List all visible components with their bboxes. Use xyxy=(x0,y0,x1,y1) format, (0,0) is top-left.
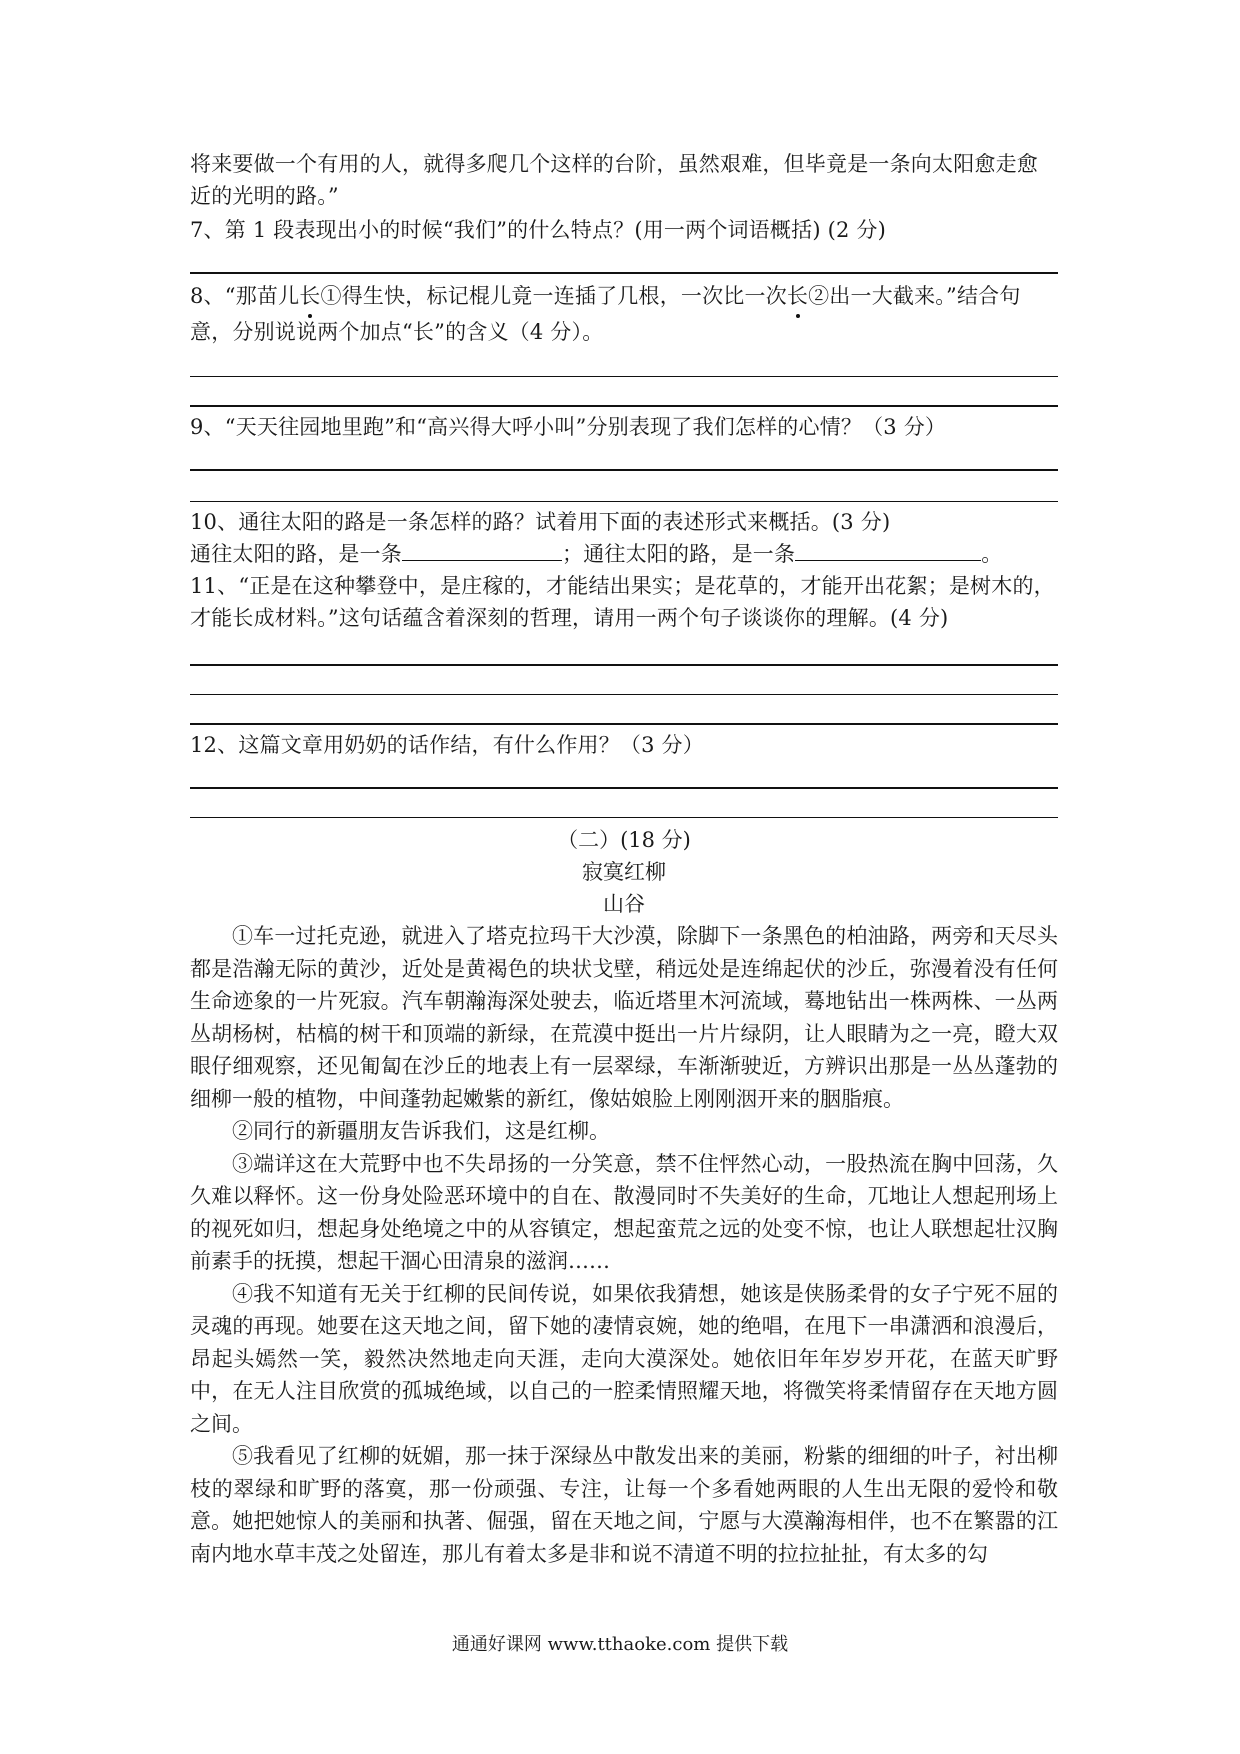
answer-line-q11-2[interactable] xyxy=(190,666,1058,695)
question-11-line-1: 11、“正是在这种攀登中，是庄稼的，才能结出果实；是花草的，才能开出花絮；是树木的， xyxy=(190,574,1055,598)
answer-line-q9-1[interactable] xyxy=(190,443,1058,471)
q8-dotted-char-2: 长 xyxy=(787,280,808,312)
answer-line-q12-2[interactable] xyxy=(190,789,1058,818)
question-11-line-2: 才能长成材料。”这句话蕴含着深刻的哲理，请用一两个句子谈谈你的理解。(4 分) xyxy=(190,606,949,630)
article-author: 山谷 xyxy=(603,892,645,916)
question-7: 7、第 1 段表现出小的时候“我们”的什么特点？(用一两个词语概括) (2 分) xyxy=(190,218,887,242)
answer-line-q11-3[interactable] xyxy=(190,695,1058,725)
answer-line-q9-2[interactable] xyxy=(190,471,1058,502)
question-8-line-1 xyxy=(190,280,1058,312)
section-heading: （二）(18 分) xyxy=(557,828,691,852)
question-10-fill-row xyxy=(190,538,1058,570)
q10-fill-prefix-a: 通往太阳的路，是一条 xyxy=(190,542,402,566)
article-paragraph-4: ④我不知道有无关于红柳的民间传说，如果依我猜想，她该是侠肠柔骨的女子宁死不屈的灵魂的再现。她要在这天地之间，留下她的凄情哀婉，她的绝唱，在甩下一串潇洒和浪漫后，昂起头嫣然一笑，毅然决然地走向天涯，走向大漠深处。她依旧年年岁岁开花，在蓝天旷野中，在无人注目欣赏的孤城绝域，以自己的一腔柔情照耀天地，将微笑将柔情留存在天地方圆之间。 xyxy=(190,1281,1058,1436)
answer-line-q11-1[interactable] xyxy=(190,634,1058,666)
answer-line-q7-1[interactable] xyxy=(190,246,1058,274)
article-paragraph-5: ⑤我看见了红柳的妩媚，那一抹于深绿丛中散发出来的美丽，粉紫的细细的叶子，衬出柳枝的翠绿和旷野的落寞，那一份顽强、专注，让每一个多看她两眼的人生出无限的爱怜和敬意。她把她惊人的美丽和执著、倔强，留在天地之间，宁愿与大漠瀚海相伴，也不在繁嚣的江南内地水草丰茂之处留连，那儿有着太多是非和说不清道不明的拉拉扯扯，有太多的勾 xyxy=(190,1444,1058,1566)
top-text-line-2: 近的光明的路。” xyxy=(190,184,339,208)
q10-fill-prefix-b: ；通往太阳的路，是一条 xyxy=(562,542,796,566)
article-paragraph-3: ③端详这在大荒野中也不失昂扬的一分笑意，禁不住怦然心动，一股热流在胸中回荡，久久难以释怀。这一份身处险恶环境中的自在、散漫同时不失美好的生命，兀地让人想起刑场上的视死如归，想起身处绝境之中的从容镇定，想起蛮荒之远的处变不惊，也让人联想起壮汉胸前素手的抚摸，想起干涸心田清泉的滋润…… xyxy=(190,1151,1058,1273)
answer-line-q8-1[interactable] xyxy=(190,348,1058,377)
top-text-line-1: 将来要做一个有用的人，就得多爬几个这样的台阶，虽然艰难，但毕竟是一条向太阳愈走愈 xyxy=(190,152,1038,176)
page-footer: 通通好课网 www.tthaoke.com 提供下载 xyxy=(451,1634,789,1655)
answer-line-q12-1[interactable] xyxy=(190,761,1058,789)
article-title: 寂寞红柳 xyxy=(582,860,666,884)
q10-blank-a[interactable] xyxy=(402,538,562,561)
question-10: 10、通往太阳的路是一条怎样的路？试着用下面的表述形式来概括。(3 分) xyxy=(190,510,891,534)
q8-part1: 8、“那苗儿 xyxy=(190,284,300,308)
question-12: 12、这篇文章用奶奶的话作结，有什么作用？（3 分） xyxy=(190,733,704,757)
q8-part3: ②出一大截来。”结合句 xyxy=(808,284,1021,308)
q10-fill-end: 。 xyxy=(981,542,1003,566)
q8-dotted-char-1: 长 xyxy=(299,280,320,312)
question-9: 9、“天天往园地里跑”和“高兴得大呼小叫”分别表现了我们怎样的心情？（3 分） xyxy=(190,415,947,439)
q10-blank-b[interactable] xyxy=(795,538,981,561)
q8-part2: ①得生快，标记棍儿竟一连插了几根，一次比一次 xyxy=(320,284,787,308)
article-paragraph-2: ②同行的新疆朋友告诉我们，这是红柳。 xyxy=(232,1119,610,1143)
article-paragraph-1: ①车一过托克逊，就进入了塔克拉玛干大沙漠，除脚下一条黑色的柏油路，两旁和天尽头都是浩瀚无际的黄沙，近处是黄褐色的块状戈壁，稍远处是连绵起伏的沙丘，弥漫着没有任何生命迹象的一片死寂。汽车朝瀚海深处驶去，临近塔里木河流域，蓦地钻出一株两株、一丛两丛胡杨树，枯槁的树干和顶端的新绿，在荒漠中挺出一片片绿阴，让人眼睛为之一亮，瞪大双眼仔细观察，还见匍匐在沙丘的地表上有一层翠绿，车渐渐驶近，方辨识出那是一丛丛蓬勃的细柳一般的植物，中间蓬勃起嫩紫的新红，像姑娘脸上刚刚洇开来的胭脂痕。 xyxy=(190,924,1058,1111)
document-page xyxy=(190,148,1058,1570)
answer-line-q8-2[interactable] xyxy=(190,377,1058,407)
question-8-line-2: 意，分别说说两个加点“长”的含义（4 分）。 xyxy=(190,320,604,344)
